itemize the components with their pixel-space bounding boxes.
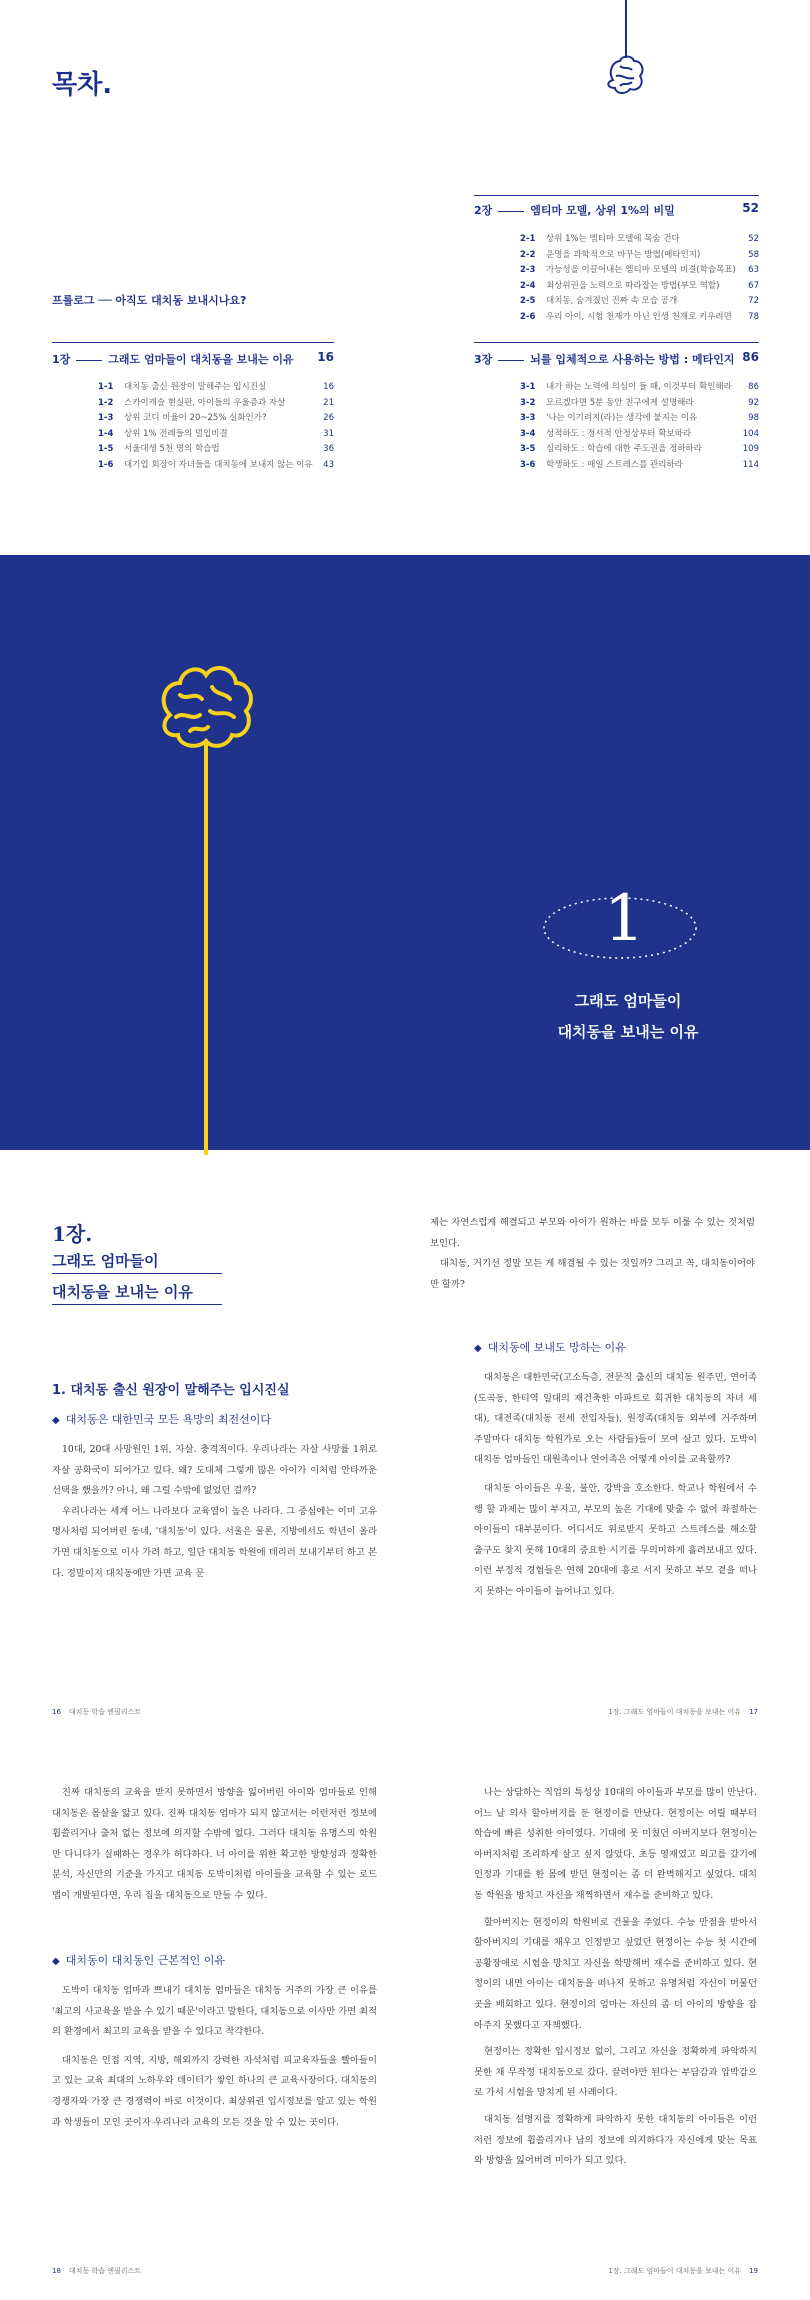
toc-item-title: '나는 이기려지(라)는 생각에 붙지는 이유 (546, 413, 698, 423)
paragraph: 도박이 대치동 엄마과 쁘내기 대치동 엄마들은 대치동 거주의 가장 큰 이유를 '최고의 사교육을 받을 수 있기 때문'이라고 말한다, 대치동으로 이사만 가면 최적의 환경에서 최고의 교육을 받을 수 있다고 착각한다. (52, 1985, 378, 2038)
toc-item-number: 1-2 (98, 397, 114, 408)
paragraph: 할아버지는 현정이의 학원비로 건물을 주었다. 수능 만점을 받아서 할아버지의 기대를 채우고 인정받고 싶었던 현정이는 수능 첫 시간에 공황장애로 시험을 망치고 자신을 학망해버 재수를 준비하고 있다. 현정이의 내면 아이는 대치동을 떠나지 못하고 유명처럼 자신이 머물던 곳을 배회하고 있다. 현정이의 엄마는 자신의 좀 더 아이의 방향을 잡아주지 못했다고 자책했다. (474, 1916, 757, 2031)
diamond-bullet-icon: ◆ (474, 1343, 482, 1354)
subhead-fundamental-reason: ◆ 대치동이 대치동인 근본적인 이유 (52, 1954, 225, 1967)
paragraph: 대치동은 대한민국(고소득층, 전문직 출신의 대치동 원주민, 연어족(도곡동, 한티역 일대의 재건축한 아파트로 회귀한 대치동의 자녀 세대), 대전족(대치동 전세 전입자들), 원정족(대치동 외부에 거주하며 주말마다 대치동 학원가로 오는 사람들)들이 모여 살고 있다. 도박이 대치동 엄마들인 대원족이나 연어족은 어떻게 아이를 교육할까? (474, 1372, 757, 1466)
toc-item-title: 상위 1% 전례들의 멀입비결 (124, 428, 228, 439)
toc-item-title: 가능성을 이끌어내는 엠티마 모델의 비결(학습목표) (546, 265, 736, 275)
toc-item-title: 상위 코디 비율이 20~25% 실화인가? (124, 413, 267, 423)
toc-title: 목차. (52, 70, 113, 100)
paragraph: 나는 상담하는 직업의 특성상 10대의 아이들과 부모를 많이 만난다. 어느 날 의사 할아버지를 둔 현정이를 만났다. 현정이는 어릴 때부터 학습에 빠른 성취한 아이였다. 기대에 못 미쳤던 아버지보다 현정이는 아버지처럼 조리하게 살고 싶지 않았다. 초등 영재였고 외고를 갔기에 인정과 기대를 한 몸에 받던 현정이는 좀 더 완벽해지고 싶었다. 대치동 학원을 방치고 자신을 채찍하면서 재수를 준비하고 있다. (474, 1787, 757, 1901)
toc-item-page: 31 (323, 428, 334, 439)
toc-item-title: 대치동 출신 원장이 말해주는 입시진실 (124, 382, 267, 392)
chapter-cover-title-line1: 그래도 엄마들이 (574, 992, 682, 1010)
toc-item (98, 380, 334, 394)
chapter-cover-page (0, 555, 810, 1150)
toc-prologue: 프롤로그 ── 아직도 대치동 보내시나요? (52, 294, 247, 307)
toc-item (520, 396, 759, 410)
section-title: 1. 대치동 출신 원장이 말해주는 입시진실 (52, 1383, 290, 1398)
toc-item (520, 279, 759, 293)
toc-item-page: 16 (323, 382, 334, 392)
toc-item-page: 98 (748, 413, 759, 423)
right-column-text (474, 1783, 757, 2172)
toc-item-number: 2-2 (520, 249, 536, 260)
toc-item-page: 36 (323, 444, 334, 454)
toc-item (98, 442, 334, 456)
toc-item-title: 모르겠다면 5분 동안 친구에게 설명해라 (546, 397, 694, 408)
toc-item-page: 26 (323, 413, 334, 423)
toc-item-page: 63 (748, 265, 759, 275)
toc-item-title: 상위 1%는 엠티마 모델에 목숨 건다 (546, 234, 680, 244)
toc-item-number: 1-4 (98, 428, 114, 439)
paragraph: 제는 자연스럽게 해결되고 부모와 아이가 원하는 바를 모두 이룰 수 있는 것처럼 보인다. (430, 1217, 755, 1249)
left-column-text (52, 1440, 377, 1584)
paragraph: 대치동, 거기선 정말 모든 게 해결될 수 있는 것일까? 그리고 꼭, 대치동이어야만 할까? (430, 1258, 755, 1290)
toc-item-title: 대기업 회장이 자녀들을 대치동에 보내지 않는 이유 (124, 459, 313, 470)
toc-item-page: 78 (748, 311, 759, 322)
subhead-desire-frontline: ◆ 대치동은 대한민국 모든 욕망의 최전선이다 (52, 1413, 271, 1426)
paragraph: 진짜 대치동의 교육을 받지 못하면서 방향을 잃어버린 아이와 엄마들로 인해 대치동은 몸살을 앓고 있다. 진짜 대치동 엄마가 되지 않고서는 이런저런 정보에 휩쓸리거나 출처 없는 정보에 의지할 수밖에 없다. 그러다 대치동 유명스의 학원만 다니다가 실패하는 경우가 허다하다. 너 아이를 위한 확고한 방향성과 정확한 분석, 자신만의 기준을 가지고 대치동 도박이처럼 아이들을 교육할 수 있는 로드맵이 개발된다면, 우리 집을 대치동으로 만들 수 있다. (52, 1787, 377, 1901)
toc-item (98, 458, 334, 472)
subhead-why-fail: ◆ 대치동에 보내도 망하는 이유 (474, 1341, 626, 1354)
page-number: 19 (749, 2267, 758, 2275)
toc-item-title: 서울대생 5천 명의 학습법 (124, 444, 220, 454)
paragraph: 현정이는 정확한 입시정보 없이, 그리고 자신을 정확하게 파악하지 못한 채 무작정 대치동으로 갔다. 끌려야만 된다는 부담감과 압박감으로 가서 시험을 망치게 된 사례이다. (474, 2046, 757, 2099)
toc-item-number: 3-1 (520, 382, 536, 392)
toc-item (520, 411, 759, 425)
toc-item-number: 2-5 (520, 296, 536, 306)
chapter-number: 1 (604, 882, 645, 956)
toc-item-title: 성적하도 : 정서적 안정상부터 확보하라 (546, 428, 692, 439)
paragraph: 대치동 설명지를 정확하게 파악하지 못한 대치동의 아이들은 이런 저런 정보에 휩쓸리거나 남의 정보에 의지하다가 자신에게 맞는 목표와 방향을 잃어버려 미아가 되고 있다. (474, 2113, 757, 2167)
brain-icon (596, 0, 656, 100)
paragraph: 대치동은 인접 지역, 지방, 해외까지 강력한 자석처럼 피교육자들을 빨아들이고 있는 교육 최대의 노하우와 데이터가 쌓인 하나의 큰 교육사장이다. 대치동의 경쟁자와 가장 큰 경쟁력이 바로 이것이다. 최상위권 입시정보를 알고 있는 학원과 학생들이 모인 곳이자 우리나라 교육의 모든 것을 알 수 있는 곳이다. (52, 2054, 377, 2128)
toc-item (520, 294, 759, 308)
toc-item-page: 104 (742, 428, 759, 439)
toc-item-number: 3-4 (520, 428, 536, 439)
footer-left: 18 대치동 학습 엔필리스트 (52, 2267, 141, 2275)
left-column-text (52, 1981, 377, 2133)
toc-item-page: 86 (748, 382, 759, 392)
toc-item-number: 1-5 (98, 444, 114, 454)
chapter-label: 1장. (52, 1222, 93, 1246)
toc-item (98, 427, 334, 441)
paragraph: 10대, 20대 사망원인 1위, 자살. 충격적이다. 우리나라는 자살 사망률 1위로 자살 공화국이 되어가고 있다. 왜? 도대체 그렇게 많은 아이가 이처럼 안타까운 선택을 했을까? 아니, 왜 그럴 수밖에 없었던 걸까? (52, 1444, 377, 1497)
chapter-title-line2: 대치동을 보내는 이유 (52, 1283, 193, 1301)
toc-item (98, 411, 334, 425)
right-column-text-top (430, 1213, 755, 1295)
toc-item (520, 380, 759, 394)
chapter-title-line1: 그래도 엄마들이 (52, 1252, 159, 1270)
toc-item (520, 427, 759, 441)
page-number: 16 (52, 1708, 61, 1716)
toc-item (98, 396, 334, 410)
paragraph: 대치동 아이들은 우울, 불안, 강박을 호소한다. 학교나 학원에서 수행 할 과제는 많이 부지고, 부모의 높은 기대에 맞출 수 없어 좌절하는 아이들이 대부분이다. 어디서도 위로받지 못하고 스트레스를 해소할 출구도 찾지 못해 10대의 중요한 시기를 무의미하게 흘려보내고 있다. 이런 부정적 경험들은 연해 20대에 흥로 서지 못하고 부모 곁을 떠나지 못하는 아이들이 늘어나고 있다. (474, 1482, 757, 1597)
toc-chapter-3-page: 86 (742, 350, 759, 364)
toc-item-title: 운명을 과학적으로 바꾸는 방법(메타인지) (546, 249, 701, 260)
toc-item-number: 1-1 (98, 382, 114, 392)
footer-right: 1장. 그래도 엄마들이 대치동을 보내는 이유 17 (608, 1708, 758, 1716)
paragraph: 우리나라는 세계 어느 나라보다 교육열이 높은 나라다. 그 중심에는 이미 고유명사처럼 되어버린 동네, '대치동'이 있다. 서울은 물론, 지방에서도 학년이 올라가면 대치동으로 이사 가려 하고, 일단 대치동 학원에 데리러 보내기부터 하고 본다. 정말이지 대치동에만 가면 교육 문 (52, 1505, 377, 1579)
toc-item-number: 1-6 (98, 459, 114, 470)
footer-right: 1장. 그래도 엄마들이 대치동을 보내는 이유 19 (608, 2267, 758, 2275)
toc-item (520, 232, 759, 246)
toc-item-number: 3-6 (520, 459, 536, 470)
toc-item-page: 67 (748, 280, 759, 291)
chapter-title-underline (52, 1304, 222, 1305)
toc-item (520, 442, 759, 456)
toc-item-page: 21 (323, 397, 334, 408)
toc-item-page: 72 (748, 296, 759, 306)
toc-item-number: 1-3 (98, 413, 114, 423)
toc-item-page: 58 (748, 249, 759, 260)
toc-item-title: 대치동, 숨겨졌던 진짜 속 모습 공개 (546, 296, 678, 306)
toc-chapter-2-page: 52 (742, 201, 759, 215)
toc-item-number: 3-3 (520, 413, 536, 423)
toc-page (0, 0, 810, 555)
diamond-bullet-icon: ◆ (52, 1415, 60, 1426)
chapter-cover-title-line2: 대치동을 보내는 이유 (557, 1023, 699, 1041)
toc-item-page: 109 (742, 444, 759, 454)
toc-item-page: 92 (748, 397, 759, 408)
toc-item-page: 43 (323, 459, 334, 470)
toc-item-title: 우리 아이, 시험 천재가 아닌 인생 천재로 키우려면 (546, 311, 732, 322)
page-number: 18 (52, 2267, 61, 2275)
toc-item-number: 3-5 (520, 444, 536, 454)
toc-item-title: 스카이캐슬 현실판, 아이들의 우울증과 자살 (124, 397, 286, 408)
toc-divider (474, 342, 759, 343)
toc-item-number: 3-2 (520, 397, 536, 408)
toc-item-title: 심리하도 : 학습에 대한 주도권을 정하하라 (546, 444, 702, 454)
toc-item-title: 학생하도 : 매일 스트레스를 관리하라 (546, 459, 683, 470)
chapter-title-underline (52, 1273, 222, 1274)
toc-divider (52, 342, 334, 343)
toc-chapter-1-page: 16 (317, 350, 334, 364)
toc-divider (474, 195, 759, 196)
toc-chapter-1-heading: 1장 그래도 엄마들이 대치동을 보내는 이유 (52, 353, 294, 366)
toc-item-title: 최상위권을 노력으로 따라잡는 방법(부모 역할) (546, 280, 720, 291)
toc-item-title: 내가 하는 노력에 의심이 들 때, 이것부터 확인해라 (546, 382, 732, 392)
toc-item-number: 2-1 (520, 234, 536, 244)
right-column-text (474, 1368, 757, 1603)
left-column-text-top (52, 1783, 377, 1907)
diamond-bullet-icon: ◆ (52, 1956, 60, 1967)
toc-item (520, 263, 759, 277)
toc-item (520, 248, 759, 262)
brain-icon (150, 655, 260, 1155)
footer-left: 16 대치동 학습 엔필리스트 (52, 1708, 141, 1716)
toc-item-number: 2-3 (520, 265, 536, 275)
page-number: 17 (749, 1708, 758, 1716)
toc-item (520, 310, 759, 324)
toc-item-number: 2-4 (520, 280, 536, 291)
toc-item-page: 52 (748, 234, 759, 244)
toc-item-number: 2-6 (520, 311, 536, 322)
toc-chapter-2-heading: 2장 엠티마 모델, 상위 1%의 비밀 (474, 204, 675, 217)
toc-chapter-3-heading: 3장 뇌를 입체적으로 사용하는 방법 : 메타인지 (474, 353, 735, 366)
toc-item (520, 458, 759, 472)
toc-item-page: 114 (742, 459, 759, 470)
